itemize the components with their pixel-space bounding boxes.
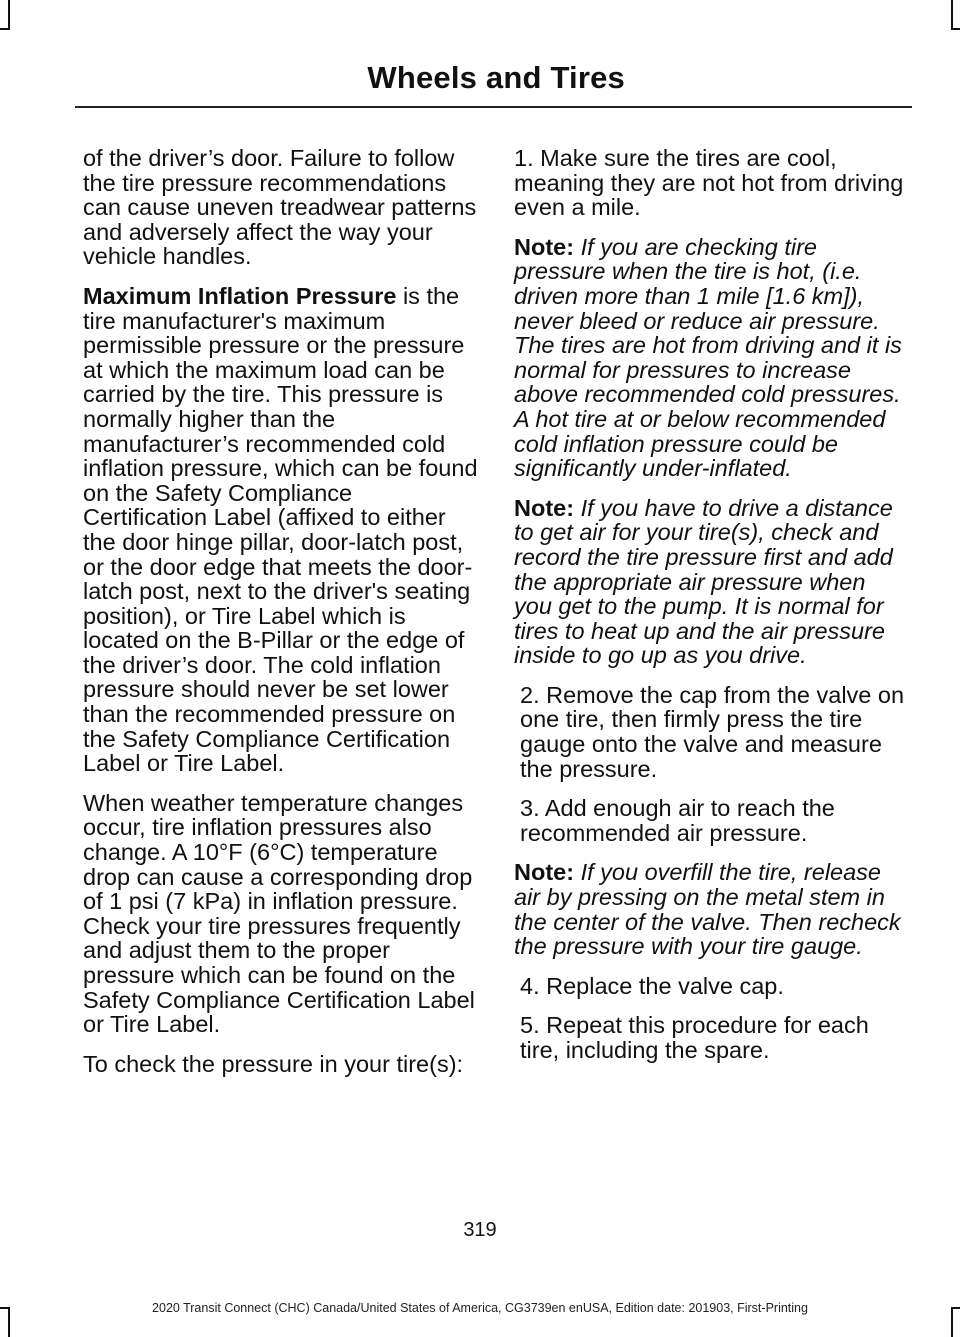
paragraph-check-pressure-intro: To check the pressure in your tire(s):	[83, 1050, 464, 1077]
crop-mark-top-right-v	[951, 0, 953, 30]
note-overfill	[514, 860, 909, 958]
crop-mark-top-right-h	[951, 28, 960, 30]
paragraph-maximum-inflation-pressure	[83, 284, 478, 776]
page-number: 319	[463, 1219, 497, 1241]
note-hot-tire	[514, 235, 909, 481]
note-text: If you overfill the tire, release air by pressing on the metal stem in the center of the valve. Then recheck the pressure with your tire gauge.	[514, 859, 901, 960]
definition-text: is the tire manufacturer's maximum permissible pressure or the pressure at which the maximum load can be carried by the tire. This pressure is normally higher than the manufacturer’s recommended cold inflation pressure, which can be found on the Safety Compliance Certification Label (affixed to either the door hinge pillar, door-latch post, or the door edge that meets the door-latch post, next to the driver's seating position), or Tire Label which is located on the B-Pillar or the edge of the driver’s door. The cold inflation pressure should never be set lower than the recommended pressure on the Safety Compliance Certification Label or Tire Label.	[83, 282, 478, 777]
step-4: 4. Replace the valve cap.	[520, 972, 784, 999]
note-text: If you have to drive a distance to get air for your tire(s), check and record the tire pressure first and add the appropriate air pressure when you get to the pump. It is normal for tires to heat up and the air pressure inside to go up as you drive.	[514, 494, 893, 669]
section-title: Wheels and Tires	[367, 60, 625, 95]
step-3: 3. Add enough air to reach the recommended air pressure.	[520, 795, 835, 846]
note-text: If you are checking tire pressure when the tire is hot, (i.e. driven more than 1 mile [1.6 km]), never bleed or reduce air pressure. The tires are hot from driving and it is normal for pressures to increase above recommended cold pressures. A hot tire at or below recommended cold inflation pressure could be significantly under-inflated.	[514, 233, 902, 482]
note-label: Note:	[514, 859, 575, 886]
header-divider	[75, 106, 912, 108]
left-column	[83, 146, 478, 1091]
crop-mark-top-left-v	[8, 0, 10, 30]
paragraph-weather-temperature: When weather temperature changes occur, tire inflation pressures also change. A 10°F (6°C) temperature drop can cause a corresponding drop of 1 psi (7 kPa) in inflation pressure. Check your tire pressures frequently and adjust them to the proper pressure which can be found on the Safety Compliance Certification Label or Tire Label.	[83, 789, 475, 1038]
paragraph-failure-to-follow: of the driver’s door. Failure to follow the tire pressure recommendations can cause uneven treadwear patterns and adversely affect the way your vehicle handles.	[83, 145, 477, 270]
note-drive-distance	[514, 496, 909, 668]
crop-mark-top-left-h	[0, 28, 10, 30]
footer-edition-info: 2020 Transit Connect (CHC) Canada/United States of America, CG3739en enUSA, Edition date: 201903, First-Printing	[152, 1301, 808, 1315]
step-1: 1. Make sure the tires are cool, meaning they are not hot from driving even a mile.	[514, 145, 904, 221]
note-label: Note:	[514, 233, 575, 260]
term-maximum-inflation-pressure: Maximum Inflation Pressure	[83, 282, 397, 309]
step-2: 2. Remove the cap from the valve on one tire, then firmly press the tire gauge onto the valve and measure the pressure.	[520, 681, 905, 782]
right-column	[514, 146, 909, 1078]
step-5: 5. Repeat this procedure for each tire, including the spare.	[520, 1012, 869, 1063]
note-label: Note:	[514, 494, 575, 521]
